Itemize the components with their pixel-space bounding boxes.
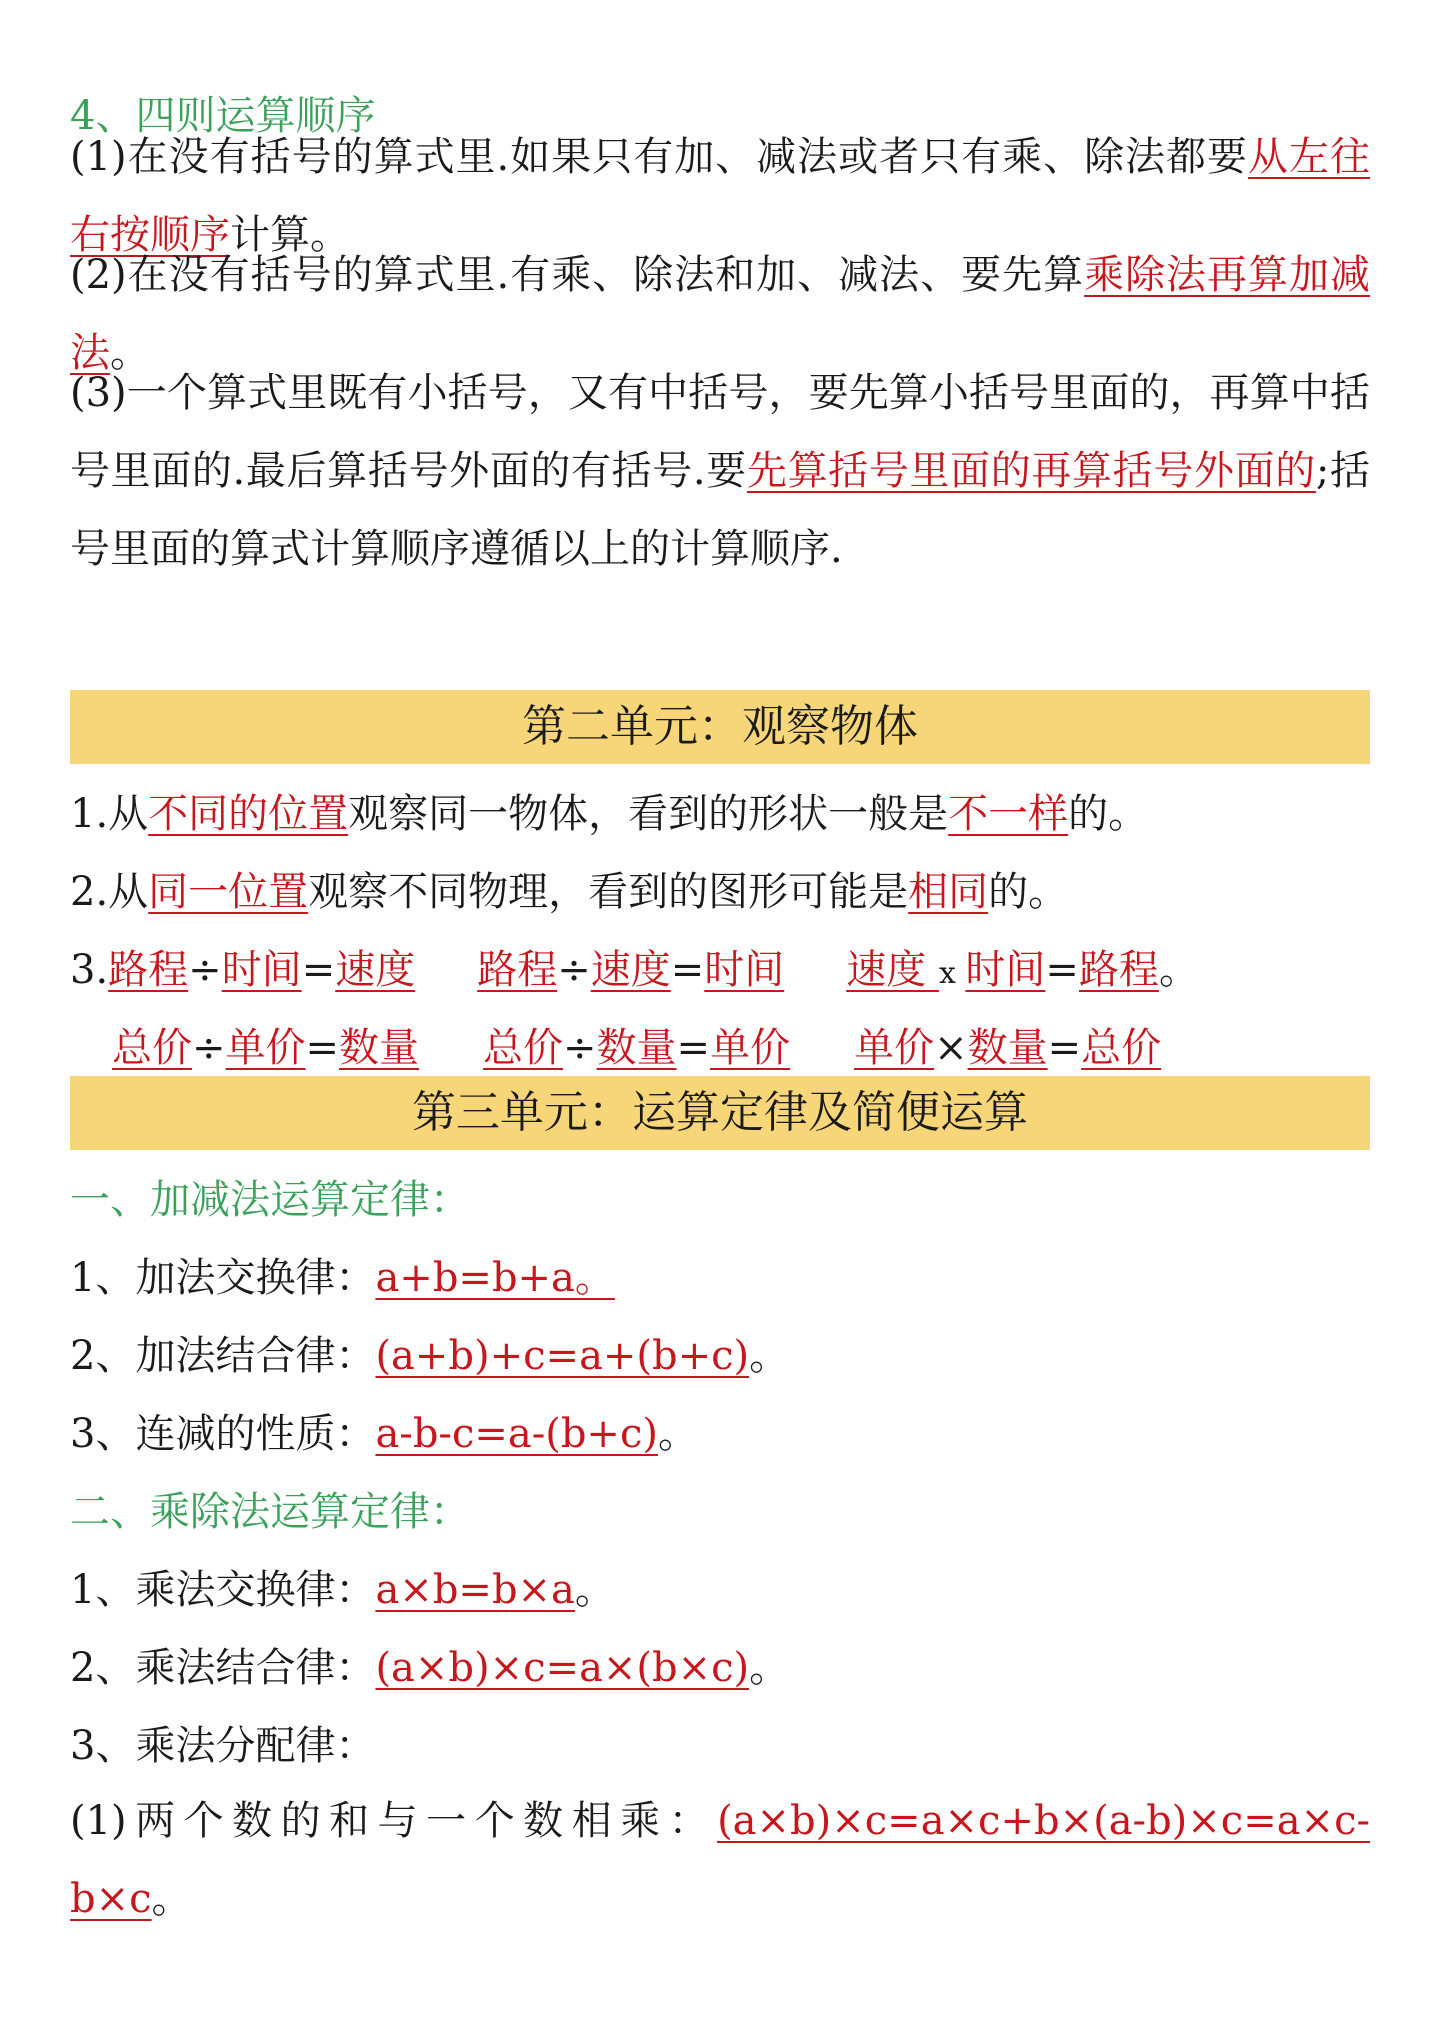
formula-1-a: 路程 bbox=[108, 947, 189, 993]
formula-1-eq: = bbox=[301, 947, 336, 993]
formula-2-a: 路程 bbox=[477, 947, 558, 993]
price-formula-1-op: ÷ bbox=[192, 1025, 226, 1071]
price-formula-2-eq: = bbox=[676, 1025, 711, 1071]
law-mul-distributive-label: 3、乘法分配律： bbox=[70, 1723, 376, 1769]
u2l2-middle: 观察不同物理，看到的图形可能是 bbox=[308, 869, 909, 915]
law-mul-commutative-formula: a×b=b×a bbox=[375, 1567, 575, 1613]
law-add-associative-label: 2、加法结合律： bbox=[70, 1333, 376, 1379]
unit-2-line-1 bbox=[70, 784, 1370, 844]
price-formula-3-eq: = bbox=[1047, 1025, 1082, 1071]
price-formula-1-b: 单价 bbox=[225, 1025, 306, 1071]
formula-2-eq: = bbox=[670, 947, 705, 993]
u2l1-highlight-2: 不一样 bbox=[948, 791, 1069, 837]
formula-3-b: 时间 bbox=[965, 947, 1046, 993]
unit-2-line-3-formulas bbox=[70, 940, 1370, 1004]
distributive-item-1-end: 。 bbox=[151, 1876, 192, 1922]
price-formula-3-b: 数量 bbox=[967, 1025, 1048, 1071]
price-formula-3-c: 总价 bbox=[1081, 1025, 1162, 1071]
law-mul-associative-end: 。 bbox=[749, 1645, 790, 1691]
rule-1-text: (1)在没有括号的算式里.如果只有加、减法或者只有乘、除法都要 bbox=[70, 134, 1249, 180]
u2l1-highlight-1: 不同的位置 bbox=[148, 791, 349, 837]
unit-3-heading-add-sub: 一、加减法运算定律： bbox=[70, 1177, 470, 1223]
law-mul-associative-label: 2、乘法结合律： bbox=[70, 1645, 376, 1691]
price-formula-1-eq: = bbox=[305, 1025, 340, 1071]
law-mul-commutative-end: 。 bbox=[574, 1567, 615, 1613]
rule-3-text: (3)一个算式里既有小括号，又有中括号，要先算小括号里面的，再算中括号里面的.最后算括号外面的有括号.要 bbox=[70, 370, 1370, 494]
formula-3-a: 速度 bbox=[846, 947, 939, 993]
unit-3-heading-mul-div: 二、乘除法运算定律： bbox=[70, 1489, 470, 1535]
formula-1-op: ÷ bbox=[188, 947, 222, 993]
rule-2-text: (2)在没有括号的算式里.有乘、除法和加、减法、要先算 bbox=[70, 252, 1085, 298]
u2l2-highlight-2: 相同 bbox=[908, 869, 989, 915]
u2l3-number: 3. bbox=[70, 947, 109, 993]
law-add-associative bbox=[70, 1326, 1370, 1386]
law-mul-distributive bbox=[70, 1716, 1370, 1776]
u2l1-end: 的。 bbox=[1068, 791, 1149, 837]
u2l2-highlight-1: 同一位置 bbox=[148, 869, 309, 915]
price-formula-2-c: 单价 bbox=[710, 1025, 791, 1071]
unit-2-line-2 bbox=[70, 862, 1370, 922]
formula-3-c: 路程 bbox=[1078, 947, 1159, 993]
formula-2-op: ÷ bbox=[557, 947, 591, 993]
u2l2-end: 的。 bbox=[988, 869, 1069, 915]
formula-3-eq: = bbox=[1045, 947, 1079, 993]
law-sub-formula: a-b-c=a-(b+c) bbox=[375, 1411, 658, 1457]
law-add-associative-formula: (a+b)+c=a+(b+c) bbox=[375, 1333, 750, 1379]
distributive-item-1-text: (1)两个数的和与一个数相乘： bbox=[70, 1798, 718, 1844]
price-formula-3-a: 单价 bbox=[854, 1025, 935, 1071]
formula-1-c: 速度 bbox=[335, 947, 416, 993]
formula-3-op: x bbox=[938, 956, 966, 991]
rule-2-highlight: 乘除法再算加减法 bbox=[70, 252, 1371, 376]
price-formula-2-op: ÷ bbox=[563, 1025, 597, 1071]
rule-1-end: 计算。 bbox=[230, 212, 350, 258]
section-heading-operation-order: 4、四则运算顺序 bbox=[70, 93, 376, 139]
u2l1-middle: 观察同一物体，看到的形状一般是 bbox=[348, 791, 949, 837]
law-mul-associative-formula: (a×b)×c=a×(b×c) bbox=[375, 1645, 750, 1691]
paragraph-rule-3 bbox=[70, 354, 1370, 588]
law-add-commutative-formula: a+b=b+a。 bbox=[375, 1255, 615, 1301]
formula-1-b: 时间 bbox=[221, 947, 302, 993]
law-consecutive-subtraction bbox=[70, 1404, 1370, 1464]
law-add-commutative-label: 1、加法交换律： bbox=[70, 1255, 376, 1301]
distributive-item-1 bbox=[70, 1782, 1370, 1938]
unit-2-banner: 第二单元：观察物体 bbox=[70, 690, 1370, 764]
distributive-item-1-formula: (a×b)×c=a×c+b×(a-b)×c=a×c-b×c bbox=[70, 1798, 1370, 1922]
price-formula-1-c: 数量 bbox=[339, 1025, 420, 1071]
price-formula-2-a: 总价 bbox=[483, 1025, 564, 1071]
rule-3-highlight: 先算括号里面的再算括号外面的 bbox=[746, 448, 1316, 494]
law-mul-commutative bbox=[70, 1560, 1370, 1620]
law-sub-end: 。 bbox=[657, 1411, 698, 1457]
rule-3-end: ;括号里面的算式计算顺序遵循以上的计算顺序. bbox=[70, 448, 1371, 572]
rule-1-highlight: 从左往右按顺序 bbox=[70, 134, 1371, 258]
law-mul-commutative-label: 1、乘法交换律： bbox=[70, 1567, 376, 1613]
formula-3-end: 。 bbox=[1158, 947, 1199, 993]
u2l1-prefix: 1.从 bbox=[70, 791, 149, 837]
formula-2-b: 速度 bbox=[590, 947, 671, 993]
price-formula-1-a: 总价 bbox=[112, 1025, 192, 1071]
u2l2-prefix: 2.从 bbox=[70, 869, 149, 915]
formula-2-c: 时间 bbox=[704, 947, 785, 993]
law-mul-associative bbox=[70, 1638, 1370, 1698]
law-add-commutative bbox=[70, 1248, 1370, 1308]
unit-2-line-4-formulas bbox=[112, 1018, 1412, 1078]
price-formula-2-b: 数量 bbox=[596, 1025, 677, 1071]
rule-2-end: 。 bbox=[110, 330, 150, 376]
law-sub-label: 3、连减的性质： bbox=[70, 1411, 376, 1457]
law-add-associative-end: 。 bbox=[749, 1333, 790, 1379]
unit-3-banner: 第三单元：运算定律及简便运算 bbox=[70, 1076, 1370, 1150]
price-formula-3-op: × bbox=[934, 1025, 968, 1071]
